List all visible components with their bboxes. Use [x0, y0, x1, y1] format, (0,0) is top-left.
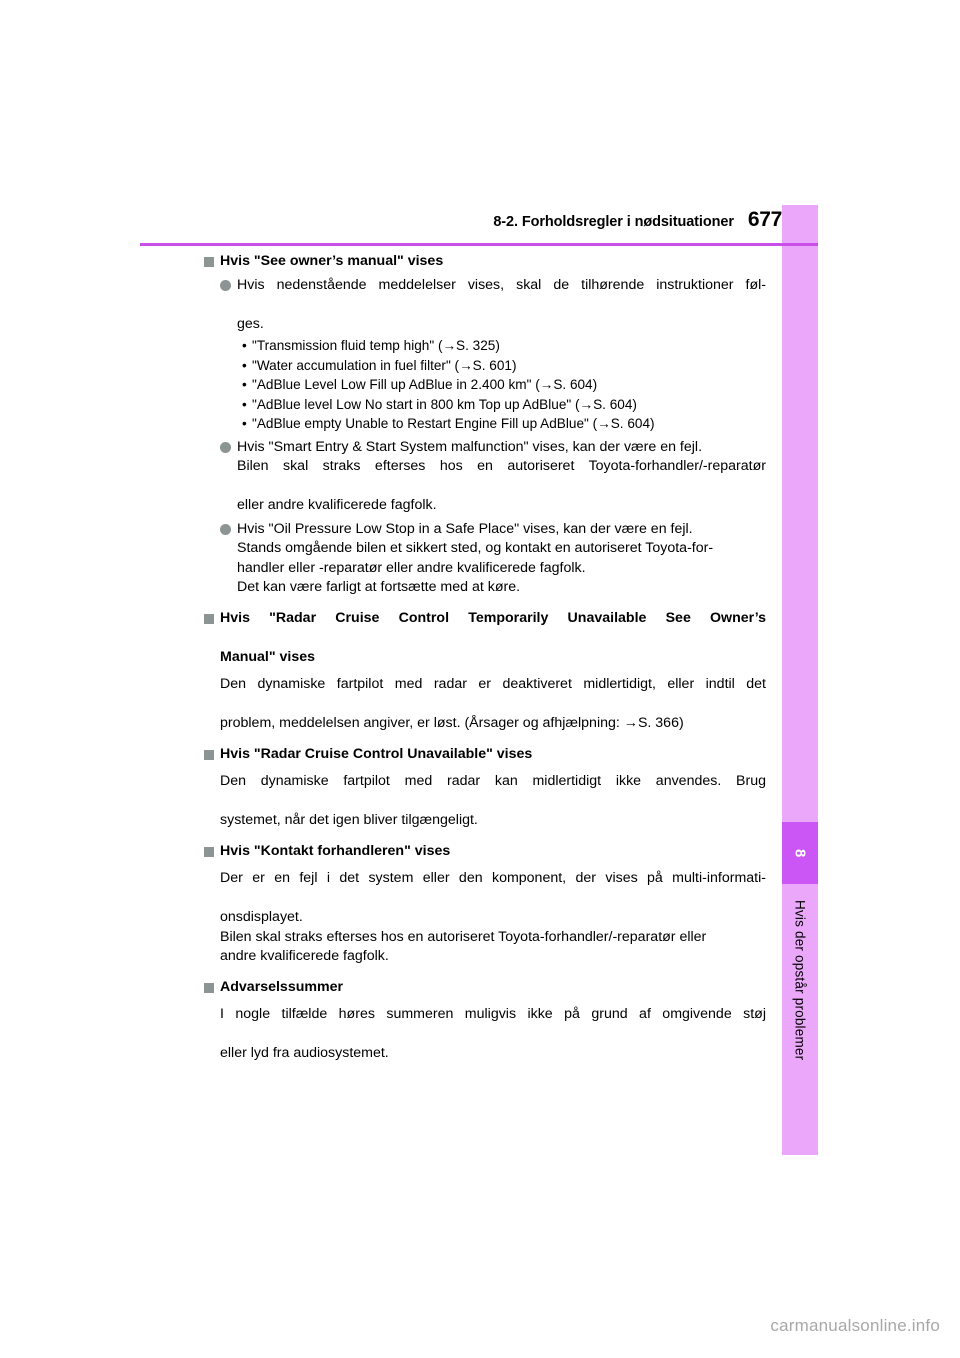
section-heading — [204, 978, 766, 998]
round-bullet-icon — [220, 280, 231, 291]
dash-bullet-icon: • — [242, 338, 247, 353]
section-body — [204, 675, 766, 734]
chapter-tab-label-text: Hvis der opstår problemer — [792, 900, 808, 1061]
section-heading — [204, 252, 766, 272]
bullet-intro-line-2: ges. — [237, 315, 264, 332]
section-body — [204, 869, 766, 967]
message-text: "AdBlue empty Unable to Restart Engine Fill up AdBlue" (→S. 604) — [252, 416, 655, 431]
section-heading-line-2: Manual" vises — [220, 648, 316, 665]
chapter-number-badge — [782, 822, 818, 884]
section-body — [204, 1005, 766, 1064]
body-line-1: Den dynamiske fartpilot med radar kan midlertidigt ikke anvendes. Brug — [220, 773, 766, 789]
list-item — [204, 414, 766, 434]
list-item — [204, 395, 766, 415]
round-bullet-icon — [220, 524, 231, 535]
header-divider — [140, 243, 818, 246]
square-bullet-icon — [204, 983, 214, 993]
body-line-1: I nogle tilfælde høres summeren muligvis ikke på grund af omgivende støj — [220, 1006, 766, 1022]
square-bullet-icon — [204, 257, 214, 267]
message-list — [204, 336, 766, 434]
message-text: "Water accumulation in fuel filter" (→S. 601) — [252, 357, 517, 373]
section-heading — [204, 745, 766, 765]
bullet-line-2: Bilen skal straks efterses hos en autoriseret Toyota-forhandler/-reparatør — [237, 458, 766, 474]
bullet-intro — [204, 276, 766, 335]
header-section-title: 8-2. Forholdsregler i nødsituationer — [493, 214, 734, 230]
body-line-2: systemet, når det igen bliver tilgængeligt. — [220, 812, 478, 828]
page-header — [140, 208, 782, 242]
section-heading-text: Hvis "Kontakt forhandleren" vises — [220, 842, 451, 859]
dash-bullet-icon: • — [242, 416, 247, 431]
watermark: carmanualsonline.info — [770, 1316, 940, 1335]
body-line-3: Bilen skal straks efterses hos en autoriseret Toyota-forhandler/-reparatør eller — [220, 928, 707, 945]
dash-bullet-icon: • — [242, 377, 247, 392]
list-item — [204, 336, 766, 356]
bullet-line-1: Hvis "Smart Entry & Start System malfunction" vises, kan der være en fejl. — [237, 438, 703, 455]
chapter-tab-label — [782, 896, 818, 1146]
section-heading-text: Hvis "Radar Cruise Control Unavailable" vises — [220, 745, 533, 762]
section-heading-text: Advarselssummer — [220, 978, 344, 995]
bullet-line-2: Stands omgående bilen et sikkert sted, og kontakt en autoriseret Toyota-for- — [237, 540, 714, 556]
section-advarselssummer — [204, 978, 766, 1064]
section-heading-line-1: Hvis "Radar Cruise Control Temporarily Unavailable See Owner’s — [220, 609, 766, 626]
bullet-line-3: eller andre kvalificerede fagfolk. — [237, 497, 437, 513]
bullet-line-4: Det kan være farligt at fortsætte med at køre. — [237, 579, 521, 595]
page-number: 677 — [747, 208, 782, 231]
bullet-oil-pressure — [204, 520, 766, 598]
section-heading-text: Hvis "See owner’s manual" vises — [220, 253, 444, 269]
section-radar-cruise-temporarily-unavailable — [204, 609, 766, 734]
body-line-2: onsdisplayet. — [220, 909, 303, 925]
bullet-line-3: handler eller -reparatør eller andre kvalificerede fagfolk. — [237, 559, 586, 576]
section-radar-cruise-unavailable — [204, 745, 766, 831]
dash-bullet-icon: • — [242, 396, 247, 412]
message-text: "AdBlue Level Low Fill up AdBlue in 2.400 km" (→S. 604) — [252, 377, 598, 392]
body-line-2: problem, meddelelsen angiver, er løst. (Årsager og afhjælpning: →S. 366) — [220, 715, 684, 731]
round-bullet-icon — [220, 442, 231, 453]
body-line-4: andre kvalificerede fagfolk. — [220, 948, 389, 964]
square-bullet-icon — [204, 614, 214, 624]
bullet-line-1: Hvis "Oil Pressure Low Stop in a Safe Place" vises, kan der være en fejl. — [237, 520, 693, 537]
list-item — [204, 356, 766, 376]
section-heading — [204, 842, 766, 862]
chapter-number: 8 — [791, 848, 809, 858]
message-text: "AdBlue level Low No start in 800 km Top up AdBlue" (→S. 604) — [252, 396, 637, 412]
dash-bullet-icon: • — [242, 357, 247, 373]
page-content — [204, 252, 766, 1064]
bullet-smart-entry — [204, 438, 766, 516]
body-line-1: Der er en fejl i det system eller den komponent, der vises på multi-informati- — [220, 870, 766, 886]
list-item — [204, 375, 766, 395]
square-bullet-icon — [204, 847, 214, 857]
square-bullet-icon — [204, 750, 214, 760]
message-text: "Transmission fluid temp high" (→S. 325) — [252, 338, 500, 353]
bullet-intro-line-1: Hvis nedenstående meddelelser vises, skal de tilhørende instruktioner føl- — [237, 276, 766, 293]
section-see-owners-manual — [204, 252, 766, 598]
body-line-1: Den dynamiske fartpilot med radar er deaktiveret midlertidigt, eller indtil det — [220, 676, 766, 692]
section-heading — [204, 609, 766, 668]
section-body — [204, 772, 766, 831]
body-line-2: eller lyd fra audiosystemet. — [220, 1045, 389, 1061]
section-kontakt-forhandleren — [204, 842, 766, 967]
